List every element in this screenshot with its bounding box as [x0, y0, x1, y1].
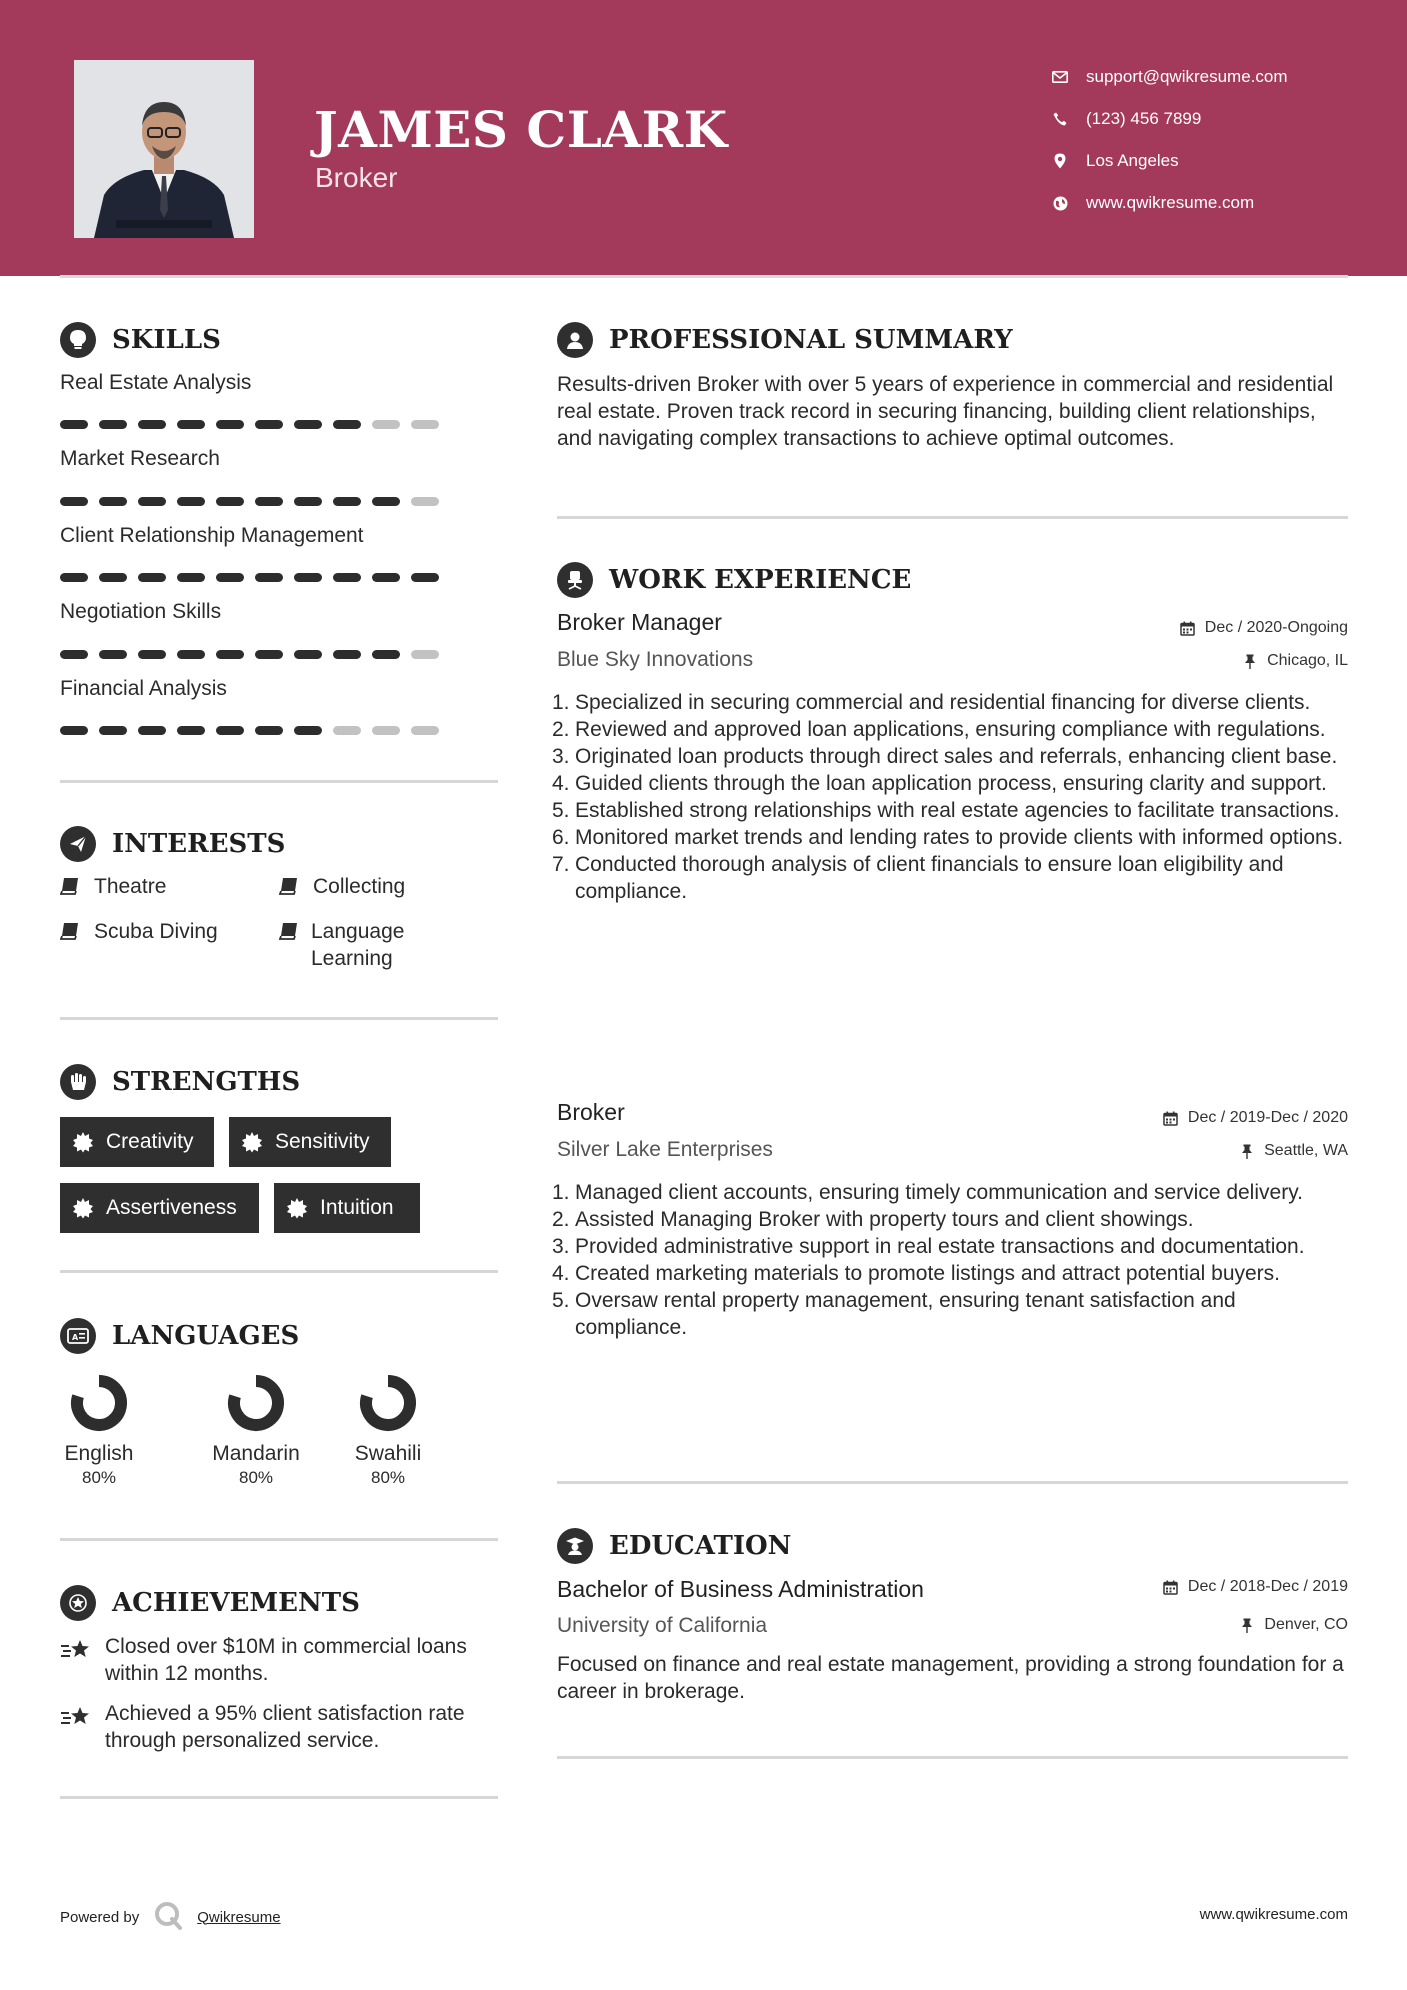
contact-email[interactable]	[1050, 56, 1390, 98]
interest-item	[60, 918, 218, 948]
education-description: Focused on finance and real estate management, providing a strong foundation for a career in brokerage.	[557, 1653, 1344, 1703]
contact-location-text: Los Angeles	[1086, 151, 1179, 170]
job-location-text: Chicago, IL	[1267, 652, 1348, 669]
skill-dash-filled	[372, 573, 400, 582]
skill-dash-filled	[333, 573, 361, 582]
phone-icon	[1050, 109, 1070, 129]
skill-level-bar	[60, 650, 439, 659]
achievements-heading	[60, 1585, 360, 1621]
education-heading	[557, 1528, 791, 1564]
interest-item	[279, 918, 439, 972]
languages-title: LANGUAGES	[112, 1321, 300, 1351]
person-portrait-icon	[74, 60, 254, 238]
svg-text:A: A	[72, 1333, 79, 1342]
book-icon	[279, 873, 301, 903]
job-duty-item: 3. Originated loan products through direct sales and referrals, enhancing client base.	[552, 745, 1338, 768]
interest-item	[60, 873, 166, 903]
section-divider	[60, 780, 498, 783]
skill-dash-filled	[177, 726, 205, 735]
summary-title: PROFESSIONAL SUMMARY	[609, 325, 1013, 355]
languages-heading	[60, 1318, 299, 1354]
lightbulb-icon	[60, 322, 96, 358]
powered-by-label: Powered by	[60, 1908, 140, 1926]
skill-name: Market Research	[60, 447, 220, 470]
strength-label: Creativity	[106, 1130, 194, 1153]
job-duty-item: 7. Conducted thorough analysis of client financials to ensure loan eligibility and compliance.	[552, 853, 1284, 903]
skill-dash-filled	[216, 726, 244, 735]
pushpin-icon	[1239, 1143, 1255, 1159]
skill-dash-filled	[255, 726, 283, 735]
graduate-icon	[557, 1528, 593, 1564]
education-dates	[1163, 1578, 1348, 1596]
skill-dash-filled	[99, 497, 127, 506]
skill-dash-filled	[99, 650, 127, 659]
job-dates-text: Dec / 2019-Dec / 2020	[1187, 1109, 1348, 1126]
job-duty-item: 4. Guided clients through the loan application process, ensuring clarity and support.	[552, 772, 1327, 795]
contact-phone-text: (123) 456 7899	[1086, 109, 1202, 128]
skill-dash-filled	[255, 650, 283, 659]
skill-dash-filled	[255, 420, 283, 429]
language-ring-arc	[234, 1381, 278, 1425]
contact-website-text: www.qwikresume.com	[1086, 193, 1255, 212]
shooting-star-icon	[60, 1700, 92, 1735]
map-pin-icon	[1050, 151, 1070, 171]
calendar-icon	[1163, 1579, 1179, 1595]
skill-dash-filled	[294, 497, 322, 506]
skill-dash-filled	[138, 650, 166, 659]
achievement-item	[60, 1633, 480, 1687]
interest-label: Theatre	[94, 875, 167, 898]
section-divider	[60, 1270, 498, 1273]
education-title: EDUCATION	[609, 1531, 792, 1561]
strength-label: Intuition	[320, 1196, 394, 1219]
skill-level-bar	[60, 497, 439, 506]
book-icon	[60, 873, 82, 903]
skill-dash-filled	[138, 726, 166, 735]
skill-dash-filled	[294, 650, 322, 659]
office-chair-icon	[557, 562, 593, 598]
language-item	[196, 1372, 316, 1488]
book-icon	[60, 918, 82, 948]
job-duty-item: 6. Monitored market trends and lending rates to provide clients with informed options.	[552, 826, 1344, 849]
job-company: Silver Lake Enterprises	[557, 1138, 773, 1161]
job-duty-item: 2. Reviewed and approved loan applications, ensuring compliance with regulations.	[552, 718, 1326, 741]
globe-icon	[1050, 193, 1070, 213]
contact-list	[1050, 56, 1390, 224]
contact-email-text: support@qwikresume.com	[1086, 67, 1288, 86]
strength-chip	[60, 1117, 214, 1167]
school-name: University of California	[557, 1614, 768, 1637]
language-item	[328, 1372, 448, 1488]
skill-dash-filled	[60, 726, 88, 735]
skills-heading	[60, 322, 221, 358]
language-percent: 80%	[238, 1468, 274, 1487]
strength-chip	[229, 1117, 391, 1167]
strength-label: Sensitivity	[275, 1130, 370, 1153]
job-title: Broker Manager	[557, 609, 722, 635]
job-location	[1239, 1142, 1348, 1160]
experience-heading	[557, 562, 911, 598]
skill-dash-filled	[294, 420, 322, 429]
skill-dash-filled	[216, 420, 244, 429]
skill-dash-empty	[411, 726, 439, 735]
skill-dash-filled	[99, 726, 127, 735]
header-divider	[60, 275, 1348, 278]
language-ring-arc	[366, 1381, 410, 1425]
job-duty-item: 5. Oversaw rental property management, ensuring tenant satisfaction and compliance.	[552, 1289, 1236, 1339]
job-dates-text: Dec / 2020-Ongoing	[1204, 619, 1348, 636]
skill-dash-filled	[99, 420, 127, 429]
skill-dash-empty	[372, 726, 400, 735]
badge-icon	[72, 1131, 94, 1153]
badge-icon	[241, 1131, 263, 1153]
summary-text: Results-driven Broker with over 5 years of experience in commercial and residential real estate. Proven track record in securing financing, building client relationships, and navigating complex transactions to achieve optimal outcomes.	[557, 373, 1334, 450]
strength-label: Assertiveness	[106, 1196, 237, 1219]
achievements-title: ACHIEVEMENTS	[112, 1588, 360, 1618]
skill-dash-filled	[294, 573, 322, 582]
job-company: Blue Sky Innovations	[557, 648, 754, 671]
skill-dash-filled	[60, 497, 88, 506]
skill-dash-filled	[99, 573, 127, 582]
skill-name: Financial Analysis	[60, 677, 227, 700]
experience-title: WORK EXPERIENCE	[609, 565, 912, 595]
star-badge-icon	[60, 1585, 96, 1621]
shooting-star-icon	[60, 1633, 92, 1668]
badge-icon	[286, 1197, 308, 1219]
badge-icon	[72, 1197, 94, 1219]
skill-dash-filled	[294, 726, 322, 735]
skill-dash-filled	[177, 497, 205, 506]
strengths-heading	[60, 1064, 300, 1100]
interest-label: Scuba Diving	[94, 920, 218, 943]
calendar-icon	[1180, 620, 1196, 636]
candidate-name: JAMES CLARK	[314, 100, 728, 159]
skill-dash-filled	[177, 420, 205, 429]
education-location	[1239, 1616, 1348, 1634]
pushpin-icon	[1242, 653, 1258, 669]
section-divider	[60, 1538, 498, 1541]
education-location-text: Denver, CO	[1264, 1616, 1348, 1633]
skill-dash-filled	[372, 650, 400, 659]
skill-dash-filled	[138, 573, 166, 582]
candidate-role: Broker	[315, 162, 398, 193]
language-item	[39, 1372, 159, 1488]
profile-photo	[74, 60, 254, 238]
skill-dash-filled	[177, 650, 205, 659]
skill-dash-empty	[333, 726, 361, 735]
strength-chip	[60, 1183, 259, 1233]
skill-dash-filled	[60, 420, 88, 429]
skill-dash-filled	[60, 650, 88, 659]
contact-location	[1050, 140, 1390, 182]
strength-chip	[274, 1183, 420, 1233]
language-percent: 80%	[81, 1468, 117, 1487]
job-duty-item: 5. Established strong relationships with real estate agencies to facilitate transactions.	[552, 799, 1340, 822]
skill-dash-filled	[333, 650, 361, 659]
strengths-title: STRENGTHS	[112, 1067, 301, 1097]
qwikresume-link[interactable]: Qwikresume	[197, 1908, 281, 1926]
skill-name: Negotiation Skills	[60, 600, 222, 623]
envelope-icon	[1050, 67, 1070, 87]
skill-name: Client Relationship Management	[60, 524, 364, 547]
skills-title: SKILLS	[112, 325, 221, 355]
language-name: Swahili	[354, 1442, 422, 1465]
language-ring-arc	[77, 1381, 121, 1425]
language-name: Mandarin	[212, 1442, 300, 1465]
skill-dash-filled	[372, 497, 400, 506]
language-ring	[68, 1372, 130, 1434]
interests-heading	[60, 826, 285, 862]
skill-level-bar	[60, 573, 439, 582]
skill-level-bar	[60, 420, 439, 429]
skill-dash-filled	[177, 573, 205, 582]
job-duties-list	[552, 689, 1352, 905]
summary-heading	[557, 322, 1013, 358]
qwikresume-logo-icon	[153, 1900, 183, 1934]
achievement-item	[60, 1700, 480, 1754]
job-duties-list	[552, 1179, 1352, 1341]
job-dates	[1180, 619, 1348, 637]
job-duty-item: 1. Specialized in securing commercial and residential financing for diverse clients.	[552, 691, 1311, 714]
job-title: Broker	[557, 1099, 625, 1125]
language-ring	[357, 1372, 419, 1434]
section-divider	[557, 1481, 1348, 1484]
footer-powered-by	[60, 1900, 281, 1934]
skill-dash-filled	[138, 497, 166, 506]
raised-fist-icon	[60, 1064, 96, 1100]
interest-item	[279, 873, 439, 903]
section-divider	[557, 1756, 1348, 1759]
degree-title: Bachelor of Business Administration	[557, 1576, 924, 1602]
job-duty-item: 3. Provided administrative support in real estate transactions and documentation.	[552, 1235, 1305, 1258]
skill-dash-filled	[333, 420, 361, 429]
skill-name: Real Estate Analysis	[60, 371, 252, 394]
skill-dash-filled	[411, 573, 439, 582]
skill-dash-filled	[333, 497, 361, 506]
skill-dash-filled	[138, 420, 166, 429]
pushpin-icon	[1239, 1617, 1255, 1633]
skill-dash-empty	[411, 497, 439, 506]
interest-label: Collecting	[313, 875, 406, 898]
section-divider	[60, 1017, 498, 1020]
contact-phone[interactable]	[1050, 98, 1390, 140]
skill-dash-empty	[411, 420, 439, 429]
job-location	[1242, 652, 1348, 670]
job-location-text: Seattle, WA	[1264, 1142, 1348, 1159]
book-icon	[279, 918, 299, 948]
language-icon	[60, 1318, 96, 1354]
footer-website-link[interactable]: www.qwikresume.com	[1199, 1906, 1348, 1923]
job-duty-item: 2. Assisted Managing Broker with property tours and client showings.	[552, 1208, 1194, 1231]
resume-header	[0, 0, 1407, 276]
skill-dash-filled	[255, 497, 283, 506]
skill-dash-filled	[255, 573, 283, 582]
achievement-text: Achieved a 95% client satisfaction rate through personalized service.	[105, 1702, 465, 1752]
skill-dash-filled	[216, 573, 244, 582]
paper-plane-icon	[60, 826, 96, 862]
skill-dash-filled	[216, 497, 244, 506]
job-dates	[1163, 1109, 1348, 1127]
section-divider	[60, 1796, 498, 1799]
skill-dash-empty	[372, 420, 400, 429]
user-icon	[557, 322, 593, 358]
skill-dash-empty	[411, 650, 439, 659]
achievement-text: Closed over $10M in commercial loans within 12 months.	[105, 1635, 467, 1685]
education-dates-text: Dec / 2018-Dec / 2019	[1187, 1578, 1348, 1595]
section-divider	[557, 516, 1348, 519]
job-duty-item: 1. Managed client accounts, ensuring timely communication and service delivery.	[552, 1181, 1303, 1204]
language-percent: 80%	[370, 1468, 406, 1487]
contact-website[interactable]	[1050, 182, 1390, 224]
skill-dash-filled	[60, 573, 88, 582]
language-ring	[225, 1372, 287, 1434]
language-name: English	[64, 1442, 134, 1465]
job-duty-item: 4. Created marketing materials to promote listings and attract potential buyers.	[552, 1262, 1281, 1285]
interest-label: Language Learning	[311, 920, 405, 970]
skill-level-bar	[60, 726, 439, 735]
calendar-icon	[1163, 1110, 1179, 1126]
skill-dash-filled	[216, 650, 244, 659]
interests-title: INTERESTS	[112, 829, 286, 859]
